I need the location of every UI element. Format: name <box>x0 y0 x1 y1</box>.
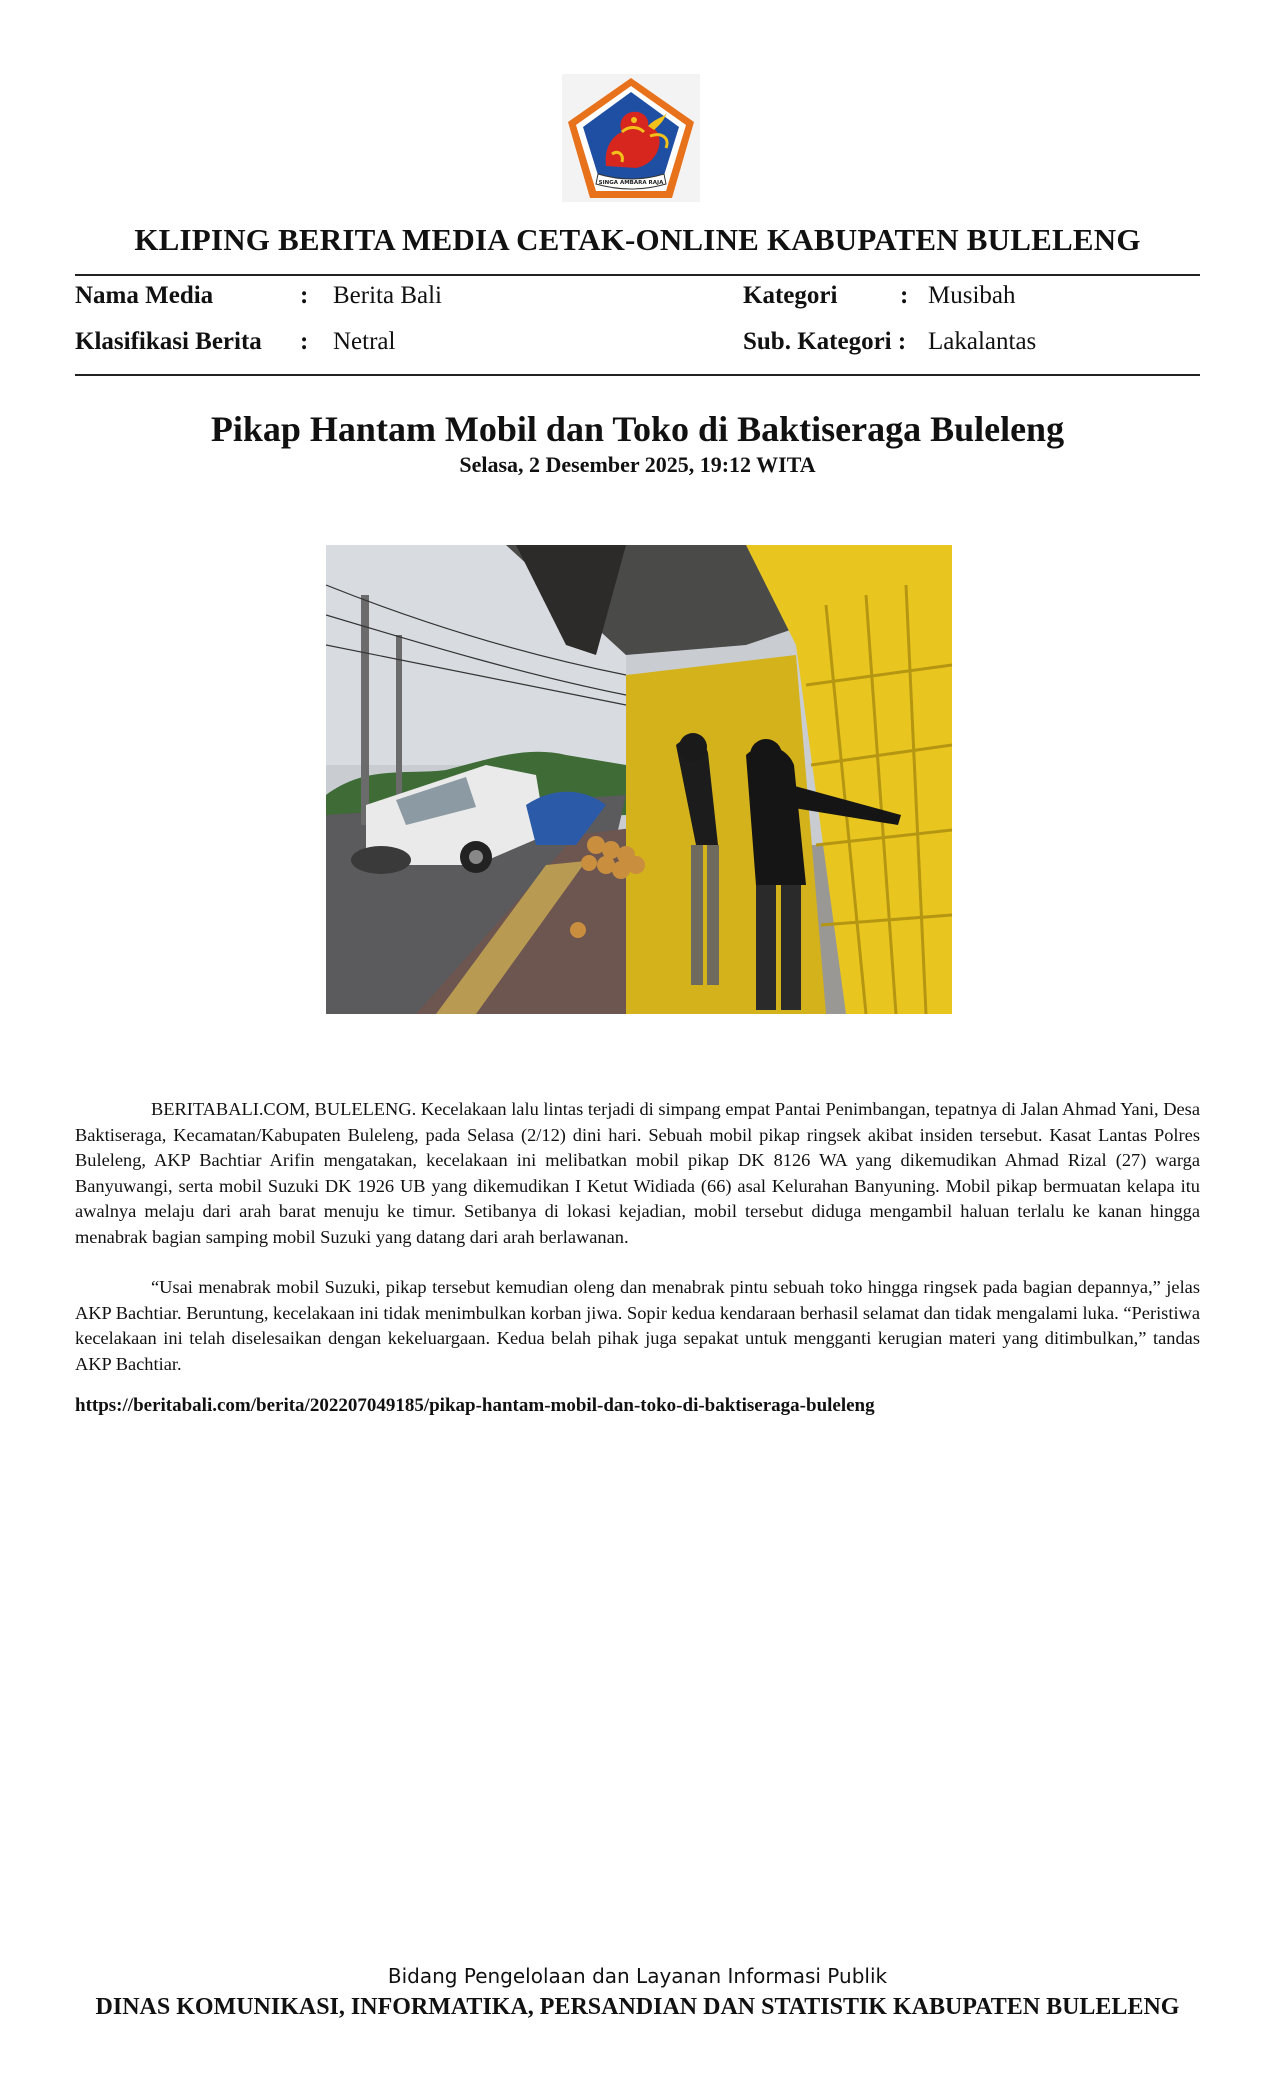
kabupaten-buleleng-logo <box>562 74 700 202</box>
document-title: KLIPING BERITA MEDIA CETAK-ONLINE KABUPATEN BULELENG <box>134 222 1141 257</box>
klasifikasi-separator: : <box>300 328 309 355</box>
footer-division: Bidang Pengelolaan dan Layanan Informasi Publik <box>387 1964 888 1988</box>
article-body <box>75 1097 1200 1402</box>
sub-kategori-value: Lakalantas <box>928 328 1037 355</box>
lion-crest-icon <box>562 74 700 202</box>
nama-media-label: Nama Media <box>75 282 214 309</box>
nama-media-value: Berita Bali <box>333 282 442 309</box>
top-divider <box>75 274 1200 276</box>
klasifikasi-value: Netral <box>333 328 396 355</box>
bottom-divider <box>75 374 1200 376</box>
klasifikasi-label: Klasifikasi Berita <box>75 328 262 355</box>
footer-agency: DINAS KOMUNIKASI, INFORMATIKA, PERSANDIAN DAN STATISTIK KABUPATEN BULELENG <box>95 1994 1180 2020</box>
source-link[interactable]: https://beritabali.com/berita/202207049185/pikap-hantam-mobil-dan-toko-di-baktiseraga-buleleng <box>75 1395 875 1416</box>
kategori-value: Musibah <box>928 282 1016 309</box>
kategori-label: Kategori <box>743 282 838 309</box>
logo-motto: SINGA AMBARA RAJA <box>598 180 664 186</box>
accident-photo <box>326 545 952 1014</box>
kategori-separator: : <box>900 282 909 309</box>
nama-media-separator: : <box>300 282 309 309</box>
article-headline: Pikap Hantam Mobil dan Toko di Baktiseraga Buleleng <box>210 409 1065 449</box>
article-date: Selasa, 2 Desember 2025, 19:12 WITA <box>459 452 816 477</box>
article-paragraph: “Usai menabrak mobil Suzuki, pikap tersebut kemudian oleng dan menabrak pintu sebuah toko hingga ringsek pada bagian depannya,” jelas AKP Bachtiar. Beruntung, kecelakaan ini tidak menimbulkan korban jiwa. Sopir kedua kendaraan berhasil selamat dan tidak mengalami luka. “Peristiwa kecelakaan ini telah diselesaikan dengan kekeluargaan. Kedua belah pihak juga sepakat untuk mengganti kerugian materi yang ditimbulkan,” tandas AKP Bachtiar. <box>75 1277 1200 1374</box>
article-paragraph: BERITABALI.COM, BULELENG. Kecelakaan lalu lintas terjadi di simpang empat Pantai Penimbangan, tepatnya di Jalan Ahmad Yani, Desa Baktiseraga, Kecamatan/Kabupaten Buleleng, pada Selasa (2/12) dini hari. Sebuah mobil pikap ringsek akibat insiden tersebut. Kasat Lantas Polres Buleleng, AKP Bachtiar Arifin mengatakan, kecelakaan ini melibatkan mobil pikap DK 8126 WA yang dikemudikan Ahmad Rizal (27) warga Banyuwangi, serta mobil Suzuki DK 1926 UB yang dikemudikan I Ketut Widiada (66) asal Kelurahan Banyuning. Mobil pikap bermuatan kelapa itu awalnya melaju dari arah barat menuju ke timur. Setibanya di lokasi kejadian, mobil tersebut diduga mengambil haluan terlalu ke kanan hingga menabrak bagian samping mobil Suzuki yang datang dari arah berlawanan. <box>75 1099 1200 1247</box>
sub-kategori-label: Sub. Kategori : <box>743 328 907 355</box>
